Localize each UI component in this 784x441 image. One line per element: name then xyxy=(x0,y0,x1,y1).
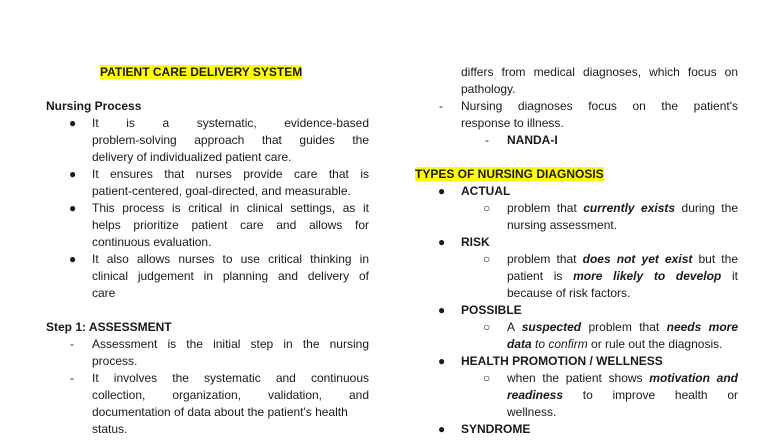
bullet-icon: ● xyxy=(438,235,446,249)
bullet-icon: ● xyxy=(69,167,77,181)
bullet-icon: ● xyxy=(438,303,446,317)
continued-line-1: differs from medical diagnoses, which focus on xyxy=(461,65,738,79)
nanda-label: NANDA-I xyxy=(507,133,558,147)
type-risk-label: RISK xyxy=(461,235,490,249)
type-risk-desc-line-2: patient is more likely to develop it xyxy=(507,269,738,283)
circle-bullet-icon: ○ xyxy=(483,252,491,266)
dash-icon: - xyxy=(70,337,74,351)
type-syndrome-label: SYNDROME xyxy=(461,422,531,436)
type-health-promotion-desc-line-3: wellness. xyxy=(507,405,557,419)
type-possible-desc-line-1: A suspected problem that needs more xyxy=(507,320,739,334)
circle-bullet-icon: ○ xyxy=(483,371,491,385)
type-possible-label: POSSIBLE xyxy=(461,303,522,317)
np-bullet-1-line-3: delivery of individualized patient care. xyxy=(92,150,292,164)
nd-item-line-1: Nursing diagnoses focus on the patient's xyxy=(461,99,738,113)
np-bullet-3-line-3: continuous evaluation. xyxy=(92,235,212,249)
bullet-icon: ● xyxy=(69,252,77,266)
type-actual-label: ACTUAL xyxy=(461,184,511,198)
bullet-icon: ● xyxy=(438,422,446,436)
type-actual-desc-line-2: nursing assessment. xyxy=(507,218,618,232)
step1-item-2-line-4: status. xyxy=(92,422,128,436)
type-health-promotion-desc-line-2: readiness to improve health or xyxy=(507,388,738,402)
page-title: PATIENT CARE DELIVERY SYSTEM xyxy=(100,65,303,79)
dash-icon: - xyxy=(485,133,489,147)
type-possible-desc-line-2: data to confirm or rule out the diagnosis. xyxy=(507,337,723,351)
bullet-icon: ● xyxy=(438,184,446,198)
circle-bullet-icon: ○ xyxy=(483,201,491,215)
step1-item-2-line-1: It involves the systematic and continuous xyxy=(92,371,369,385)
step1-item-1-line-1: Assessment is the initial step in the nursing xyxy=(92,337,369,351)
np-bullet-2-line-1: It ensures that nurses provide care that is xyxy=(92,167,369,181)
nursing-process-heading: Nursing Process xyxy=(46,99,142,113)
np-bullet-2-line-2: patient-centered, goal-directed, and measurable. xyxy=(92,184,351,198)
np-bullet-3-line-2: helps prioritize patient care and allows for xyxy=(92,218,369,232)
bullet-icon: ● xyxy=(438,354,446,368)
dash-icon: - xyxy=(439,99,443,113)
type-actual-desc-line-1: problem that currently exists during the xyxy=(507,201,738,215)
circle-bullet-icon: ○ xyxy=(483,320,491,334)
type-health-promotion-label: HEALTH PROMOTION / WELLNESS xyxy=(461,354,663,368)
bullet-icon: ● xyxy=(69,201,77,215)
type-health-promotion-desc-line-1: when the patient shows motivation and xyxy=(507,371,738,385)
type-risk-desc-line-3: because of risk factors. xyxy=(507,286,631,300)
continued-line-2: pathology. xyxy=(461,82,516,96)
np-bullet-1-line-2: problem-solving approach that guides the xyxy=(92,133,369,147)
bullet-icon: ● xyxy=(69,116,77,130)
nd-item-line-2: response to illness. xyxy=(461,116,564,130)
step1-heading: Step 1: ASSESSMENT xyxy=(46,320,172,334)
np-bullet-4-line-1: It also allows nurses to use critical thinking in xyxy=(92,252,369,266)
dash-icon: - xyxy=(70,371,74,385)
np-bullet-3-line-1: This process is critical in clinical settings, as it xyxy=(92,201,369,215)
np-bullet-1-line-1: It is a systematic, evidence-based xyxy=(92,116,369,130)
types-heading: TYPES OF NURSING DIAGNOSIS xyxy=(415,167,604,181)
step1-item-2-line-2: collection, organization, validation, and xyxy=(92,388,369,402)
step1-item-1-line-2: process. xyxy=(92,354,138,368)
type-risk-desc-line-1: problem that does not yet exist but the xyxy=(507,252,738,266)
step1-item-2-line-3: documentation of data about the patient's health xyxy=(92,405,348,419)
np-bullet-4-line-3: care xyxy=(92,286,116,300)
np-bullet-4-line-2: clinical judgement in planning and delivery of xyxy=(92,269,369,283)
